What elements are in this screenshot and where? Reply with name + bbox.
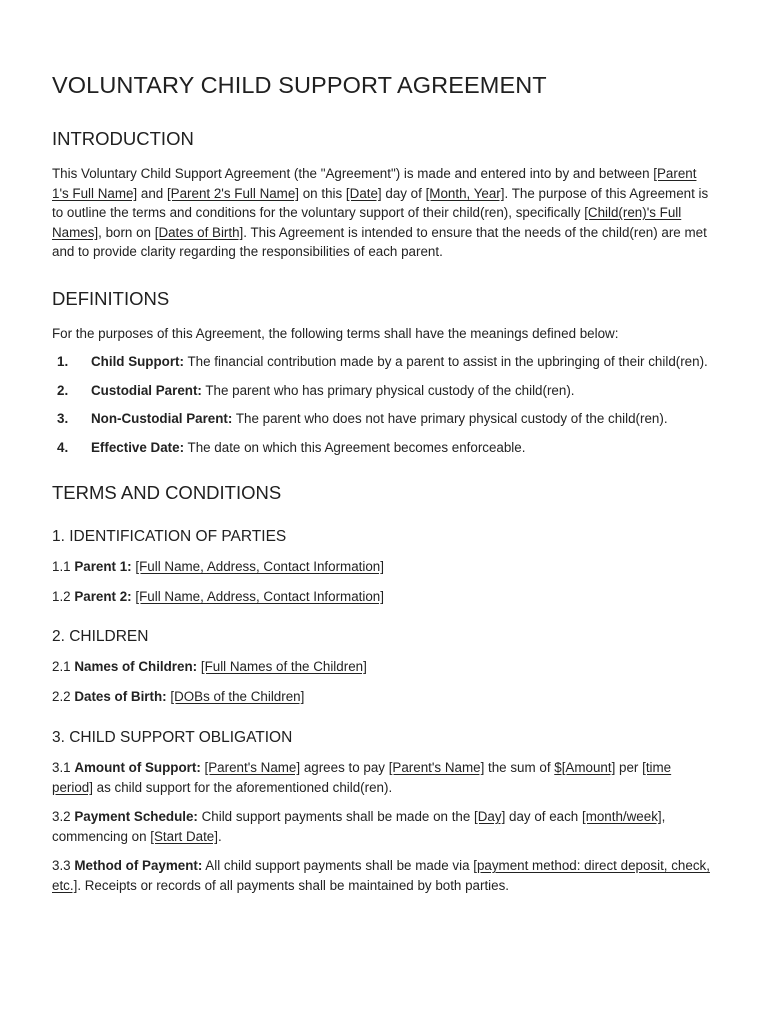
section-3-heading: 3. CHILD SUPPORT OBLIGATION: [52, 729, 293, 746]
clause-2-1: [52, 657, 712, 677]
placeholder-time-period: [time period]: [52, 760, 672, 795]
clause-label: Amount of Support:: [74, 760, 201, 775]
placeholder-day: [Day]: [474, 809, 506, 824]
intro-text: . The purpose of this Agreement is to outline the terms and conditions for the voluntary support of their child(ren), specifically: [52, 185, 709, 220]
clause-text: day of each: [505, 809, 582, 824]
placeholder-month-week: [month/week]: [581, 809, 662, 824]
clause-1-1: [52, 557, 712, 577]
intro-text: and: [137, 185, 167, 201]
document-title: VOLUNTARY CHILD SUPPORT AGREEMENT: [52, 72, 547, 98]
intro-text: , born on: [98, 224, 155, 240]
definition-term: Non-Custodial Parent:: [91, 411, 233, 426]
placeholder-children-dobs: [DOBs of the Children]: [170, 688, 305, 704]
clause-text: per: [615, 760, 643, 775]
clause-text: . Receipts or records of all payments shall be maintained by both parties.: [77, 877, 510, 893]
intro-text: day of: [381, 185, 426, 201]
placeholder-children-names: [Child(ren)'s Full Names]: [52, 205, 682, 240]
placeholder-children-full-names: [Full Names of the Children]: [200, 659, 367, 674]
definitions-intro: For the purposes of this Agreement, the following terms shall have the meanings defined below:: [52, 325, 619, 341]
definition-term: Child Support:: [91, 354, 184, 369]
clause-number: 3.2: [52, 809, 75, 824]
clause-label: Parent 1:: [74, 559, 132, 574]
clause-3-3: [52, 856, 712, 895]
clause-2-2: [52, 687, 712, 707]
section-1-heading: 1. IDENTIFICATION OF PARTIES: [52, 528, 287, 545]
clause-label: Dates of Birth:: [74, 688, 167, 704]
clause-number: 3.1: [52, 760, 75, 775]
intro-text: This Voluntary Child Support Agreement (the "Agreement") is made and entered into by and between: [52, 166, 654, 181]
clause-number: 1.1: [52, 559, 75, 574]
clause-text: as child support for the aforementioned child(ren).: [92, 779, 393, 795]
definition-text: The parent who does not have primary physical custody of the child(ren).: [232, 411, 668, 426]
placeholder-parent1-details: [Full Name, Address, Contact Information]: [135, 559, 384, 574]
intro-text: . This Agreement is intended to ensure that the needs of the child(ren) are met and to provide clarity regarding the responsibilities of each parent.: [52, 224, 707, 259]
definition-term: Effective Date:: [91, 439, 185, 455]
clause-label: Names of Children:: [74, 659, 198, 674]
clause-number: 3.3: [52, 858, 75, 873]
placeholder-parent2: [Parent 2's Full Name]: [166, 185, 300, 201]
clause-3-2: [52, 807, 712, 846]
definition-item: [52, 352, 712, 372]
clause-text: Child support payments shall be made on the: [197, 809, 475, 824]
clause-number: 2.2: [52, 688, 75, 704]
introduction-paragraph: [52, 164, 712, 262]
definition-text: The financial contribution made by a parent to assist in the upbringing of their child(ren).: [183, 354, 708, 369]
definition-text: The parent who has primary physical custody of the child(ren).: [201, 382, 575, 398]
definition-number: 4.: [57, 439, 69, 455]
intro-text: on this: [299, 185, 346, 201]
clause-text: All child support payments shall be made via: [202, 858, 474, 873]
placeholder-payer-name: [Parent's Name]: [204, 760, 301, 775]
definition-number: 1.: [57, 354, 69, 369]
document-page: [52, 70, 712, 895]
placeholder-date: [Date]: [345, 185, 382, 201]
placeholder-payee-name: [Parent's Name]: [388, 760, 485, 775]
clause-number: 1.2: [52, 588, 75, 604]
clause-1-2: [52, 587, 712, 607]
clause-3-1: [52, 758, 712, 797]
placeholder-start-date: [Start Date]: [150, 828, 218, 844]
clause-text: .: [217, 828, 222, 844]
clause-text: , commencing on: [52, 809, 666, 844]
introduction-heading: INTRODUCTION: [52, 128, 194, 149]
clause-label: Parent 2:: [74, 588, 132, 604]
definitions-list: [52, 352, 712, 457]
definition-number: 3.: [57, 411, 69, 426]
placeholder-month-year: [Month, Year]: [425, 185, 505, 201]
section-2-heading: 2. CHILDREN: [52, 628, 149, 645]
definition-term: Custodial Parent:: [91, 382, 202, 398]
placeholder-amount: $[Amount]: [554, 760, 616, 775]
definition-text: The date on which this Agreement becomes enforceable.: [184, 439, 526, 455]
definition-item: [52, 381, 712, 401]
definition-item: [52, 409, 712, 429]
placeholder-parent2-details: [Full Name, Address, Contact Information]: [135, 588, 384, 604]
clause-label: Method of Payment:: [74, 858, 203, 873]
placeholder-payment-method: [payment method: direct deposit, check, etc.]: [52, 858, 710, 893]
definitions-heading: DEFINITIONS: [52, 287, 170, 309]
clause-text: agrees to pay: [300, 760, 389, 775]
placeholder-parent1: [Parent 1's Full Name]: [52, 166, 697, 201]
clause-number: 2.1: [52, 659, 75, 674]
clause-text: the sum of: [484, 760, 555, 775]
definition-item: [52, 438, 712, 458]
terms-heading: TERMS AND CONDITIONS: [52, 482, 282, 503]
placeholder-dates-of-birth: [Dates of Birth]: [154, 224, 244, 240]
definition-number: 2.: [57, 382, 69, 398]
clause-label: Payment Schedule:: [74, 809, 198, 824]
